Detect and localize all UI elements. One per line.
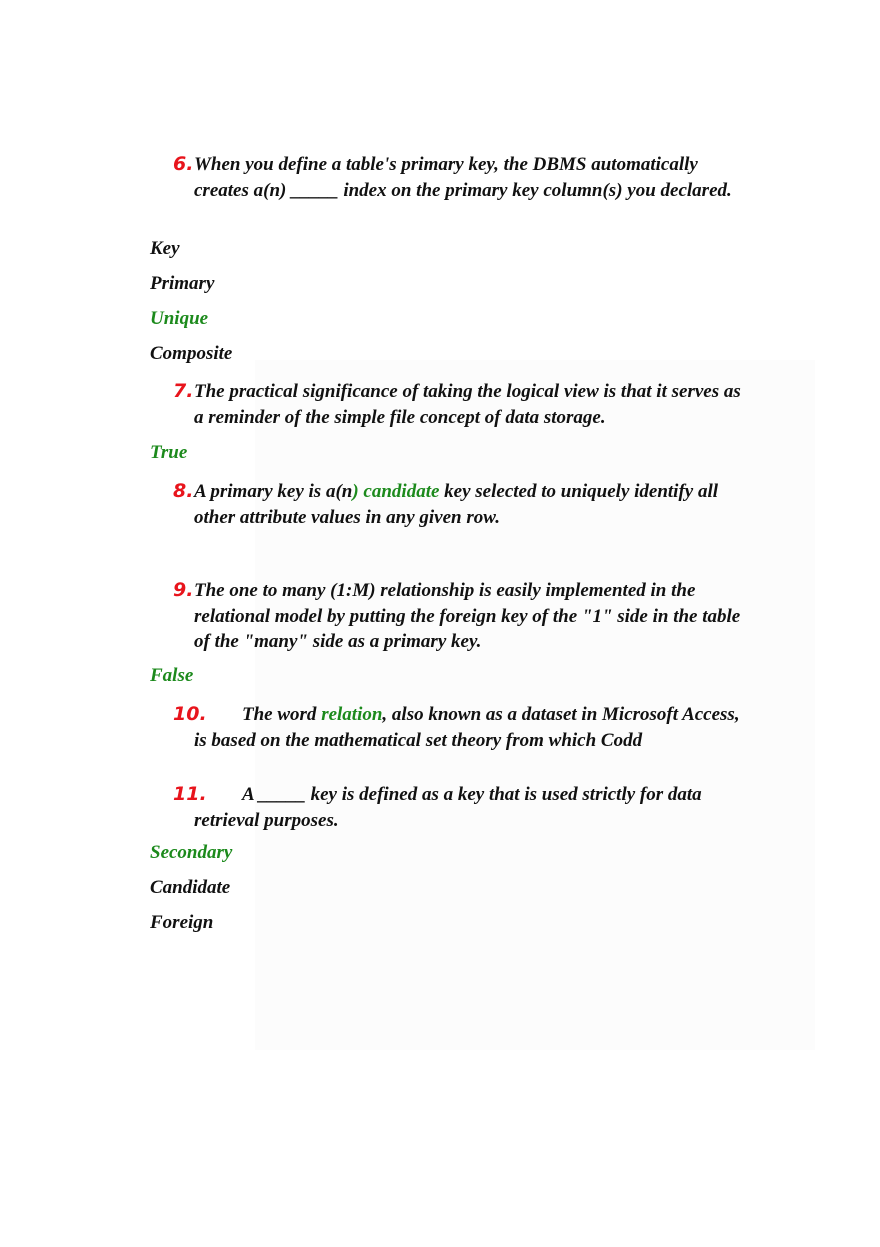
question-9-number: 9. bbox=[173, 579, 194, 601]
q10-text-after: , also known as a dataset in Microsoft Access, is based on the mathematical set theory from which Codd bbox=[194, 704, 740, 751]
question-11-text bbox=[194, 782, 754, 833]
question-7-text: The practical significance of taking the logical view is that it serves as a reminder of the simple file concept of data storage. bbox=[194, 381, 741, 428]
q11-option-secondary-correct: Secondary bbox=[150, 842, 233, 863]
question-11-number: 11. bbox=[173, 783, 207, 805]
question-8-number: 8. bbox=[173, 480, 194, 502]
q9-answer-false: False bbox=[150, 665, 194, 686]
q11-text-after: key is defined as a key that is used strictly for data retrieval purposes. bbox=[194, 784, 702, 831]
q8-text-before: A primary key is a(n bbox=[194, 481, 353, 502]
question-10-text bbox=[194, 702, 754, 753]
question-10-number: 10. bbox=[173, 703, 207, 725]
question-6-text: When you define a table's primary key, the DBMS automatically creates a(n) _____ index on the primary key column(s) you declared. bbox=[194, 154, 732, 201]
q8-text-after: key selected to uniquely identify all other attribute values in any given row. bbox=[194, 481, 719, 528]
q11-option-candidate: Candidate bbox=[150, 877, 231, 898]
q6-option-unique-correct: Unique bbox=[150, 308, 209, 329]
q6-option-primary: Primary bbox=[150, 273, 215, 294]
q10-text-before: The word bbox=[242, 704, 322, 725]
q11-text-before: A bbox=[242, 784, 259, 805]
q6-option-composite: Composite bbox=[150, 343, 233, 364]
q10-highlight: relation bbox=[321, 704, 383, 725]
q7-answer-true: True bbox=[150, 442, 188, 463]
question-6-number: 6. bbox=[173, 153, 194, 175]
q8-highlight: ) candidate bbox=[352, 481, 440, 502]
q11-option-foreign: Foreign bbox=[150, 912, 214, 933]
question-7-number: 7. bbox=[173, 380, 194, 402]
q6-option-key: Key bbox=[150, 238, 180, 259]
q11-blank: _____ bbox=[258, 784, 306, 805]
question-9-text: The one to many (1:M) relationship is easily implemented in the relational model by putting the foreign key of the "1" side in the table of the "many" side as a primary key. bbox=[194, 580, 741, 652]
question-8-text bbox=[194, 479, 754, 530]
